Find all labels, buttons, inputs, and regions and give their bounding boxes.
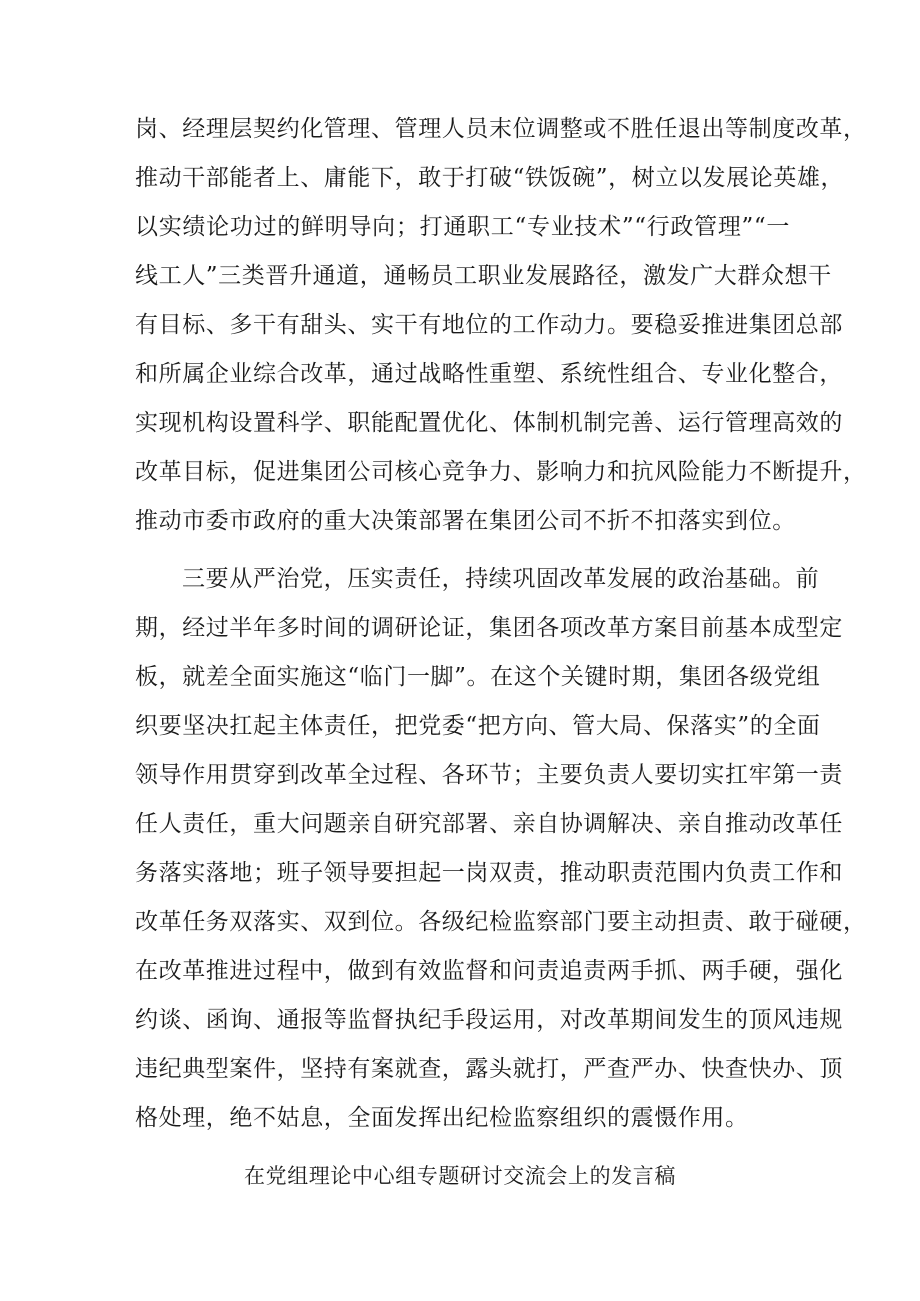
text-line: 任人责任，重大问题亲自研究部署、亲自协调解决、亲自推动改革任 <box>135 811 843 837</box>
text-line: 违纪典型案件，坚持有案就查，露头就打，严查严办、快查快办、顶 <box>135 1056 843 1082</box>
text-line: 和所属企业综合改革，通过战略性重塑、系统性组合、专业化整合， <box>135 361 843 387</box>
text-line: 推动干部能者上、庸能下，敢于打破“铁饭碗”，树立以发展论英雄， <box>135 165 845 191</box>
text-line: 三要从严治党，压实责任，持续巩固改革发展的政治基础。前 <box>182 566 820 592</box>
text-line: 改革目标，促进集团公司核心竞争力、影响力和抗风险能力不断提升， <box>135 459 867 485</box>
text-line: 有目标、多干有甜头、实干有地位的工作动力。要稳妥推进集团总部 <box>135 312 843 338</box>
text-line: 实现机构设置科学、职能配置优化、体制机制完善、运行管理高效的 <box>135 410 843 436</box>
text-line: 岗、经理层契约化管理、管理人员末位调整或不胜任退出等制度改革， <box>135 116 867 142</box>
text-line: 格处理，绝不姑息，全面发挥出纪检监察组织的震慑作用。 <box>135 1105 749 1131</box>
document-title: 在党组理论中心组专题研讨交流会上的发言稿 <box>244 1164 676 1188</box>
text-line: 推动市委市政府的重大决策部署在集团公司不折不扣落实到位。 <box>135 508 796 534</box>
text-line: 以实绩论功过的鲜明导向；打通职工“专业技术”“行政管理”“一 <box>135 214 790 240</box>
text-line: 在改革推进过程中，做到有效监督和问责追责两手抓、两手硬，强化 <box>135 958 843 984</box>
text-line: 领导作用贯穿到改革全过程、各环节；主要负责人要切实扛牢第一责 <box>135 762 843 788</box>
text-line: 改革任务双落实、双到位。各级纪检监察部门要主动担责、敢于碰硬， <box>135 909 867 935</box>
text-line: 约谈、函询、通报等监督执纪手段运用，对改革期间发生的顶风违规 <box>135 1007 843 1033</box>
text-line: 织要坚决扛起主体责任，把党委“把方向、管大局、保落实”的全面 <box>135 713 821 739</box>
text-line: 期，经过半年多时间的调研论证，集团各项改革方案目前基本成型定 <box>135 615 843 641</box>
text-line: 务落实落地；班子领导要担起一岗双责，推动职责范围内负责工作和 <box>135 860 843 886</box>
text-line: 线工人”三类晋升通道，通畅员工职业发展路径，激发广大群众想干 <box>135 263 832 289</box>
text-line: 板，就差全面实施这“临门一脚”。在这个关键时期，集团各级党组 <box>135 664 821 690</box>
